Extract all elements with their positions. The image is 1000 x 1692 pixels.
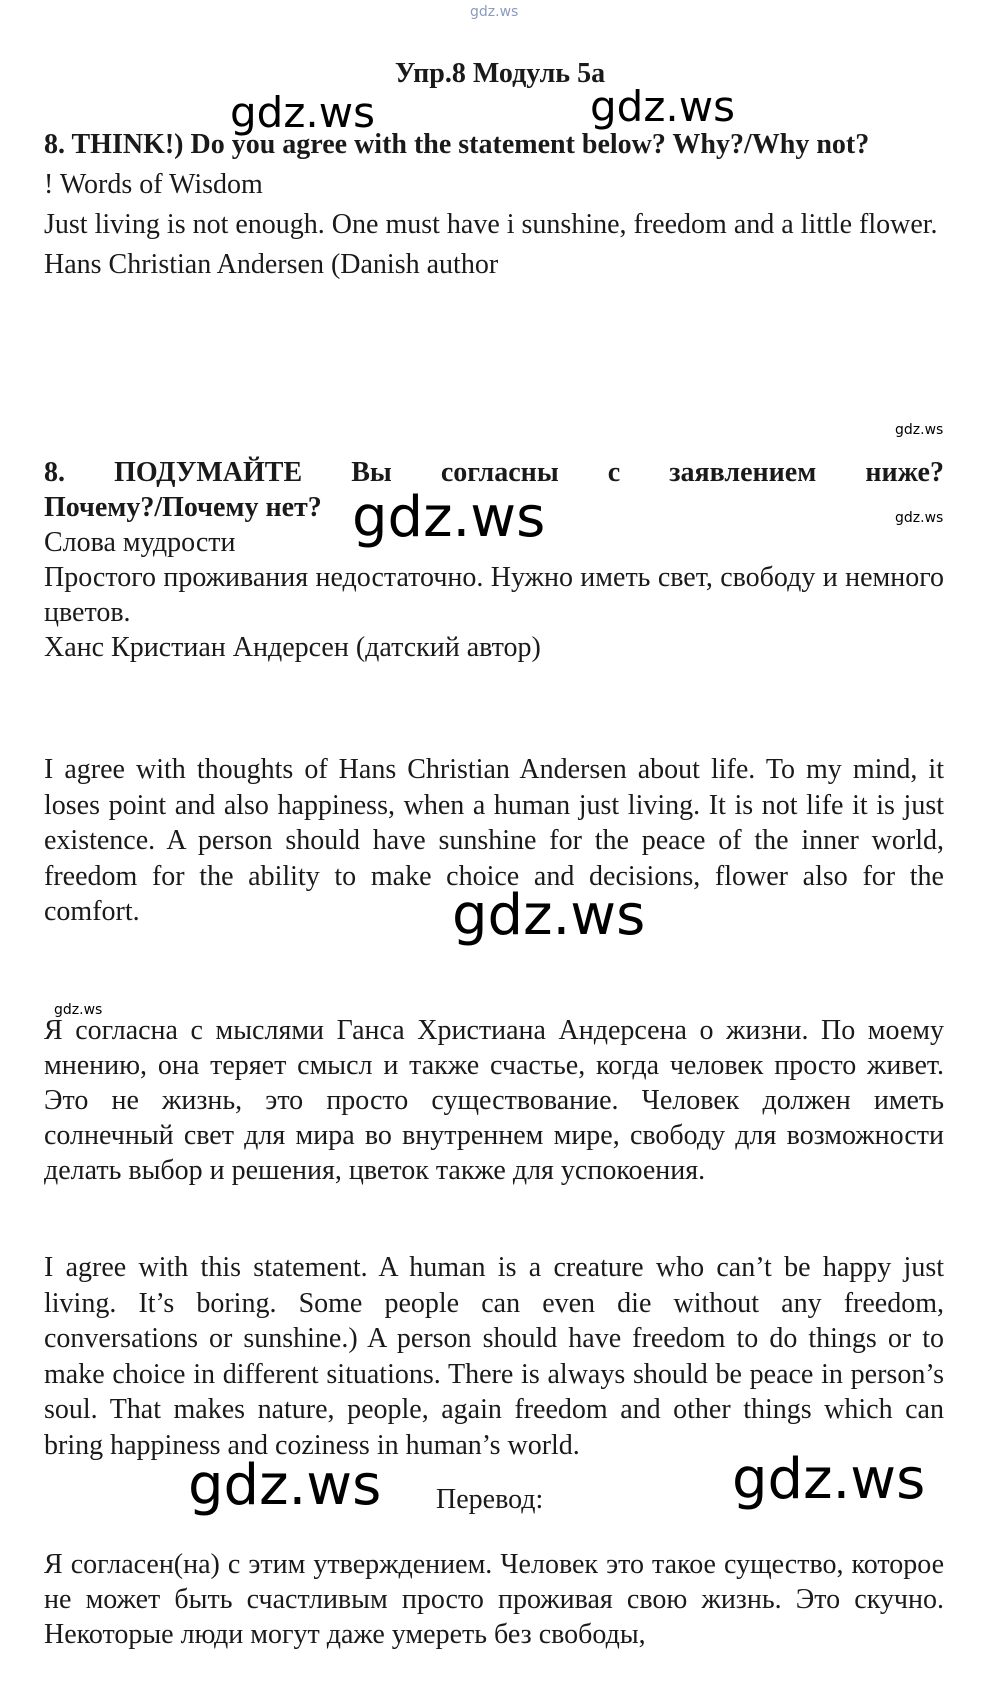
watermark-small-3: gdz.ws (54, 1002, 103, 1018)
watermark-5: gdz.ws (188, 1453, 382, 1518)
watermark-small-1: gdz.ws (895, 422, 944, 438)
task-ru-quote: Простого проживания недостаточно. Нужно иметь свет, свободу и немного цветов. (44, 562, 944, 628)
watermark-small-2: gdz.ws (895, 510, 944, 526)
answer1-en: I agree with thoughts of Hans Christian Andersen about life. To my mind, it loses point and also happiness, when a human just living. It is not life it is just existence. A person should have sunshine for the peace of the inner world, freedom for the ability to make choice and decisions, flower also for the comfort. (44, 754, 944, 927)
answer2-ru: Я согласен(на) с этим утверждением. Человек это такое существо, которое не может быть счастливым просто проживая свою жизнь. Это скучно. Некоторые люди могут даже умереть без свободы, (44, 1549, 944, 1650)
watermark-1: gdz.ws (230, 88, 375, 137)
task-ru-heading-2: Почему?/Почему нет? (44, 492, 322, 523)
task-en-label: ! Words of Wisdom (44, 169, 263, 200)
task-en (44, 125, 944, 285)
page-title: Упр.8 Модуль 5a (394, 58, 606, 89)
task-ru-heading-1: 8. ПОДУМАЙТЕ Вы согласны с заявлением ниже? (44, 457, 944, 488)
watermark-4: gdz.ws (452, 883, 646, 948)
translation-label: Перевод: (436, 1484, 544, 1515)
answer1-ru: Я согласна с мыслями Ганса Христиана Андерсена о жизни. По моему мнению, она теряет смысл и также счастье, когда человек просто живет. Это не жизнь, это просто существование. Человек должен иметь солнечный свет для мира во внутреннем мире, свободу для возможности делать выбор и решения, цветок также для успокоения. (44, 1015, 944, 1186)
task-en-author: Hans Christian Andersen (Danish author (44, 249, 499, 280)
task-ru-label: Слова мудрости (44, 527, 236, 558)
watermark-3: gdz.ws (352, 485, 546, 550)
task-en-quote: Just living is not enough. One must have i sunshine, freedom and a little flower. (44, 209, 938, 240)
watermark-top: gdz.ws (470, 4, 519, 20)
task-ru-author: Ханс Кристиан Андерсен (датский автор) (44, 632, 541, 663)
task-en-heading: 8. THINK!) Do you agree with the statement below? Why?/Why not? (44, 129, 870, 160)
watermark-6: gdz.ws (732, 1447, 926, 1512)
watermark-2: gdz.ws (590, 82, 735, 131)
answer2-en: I agree with this statement. A human is a creature who can’t be happy just living. It’s boring. Some people can even die without any freedom, conversations or sunshine.) A person should have freedom to do things or to make choice in different situations. There is always should be peace in person’s soul. That makes nature, people, again freedom and other things which can bring happiness and coziness in human’s world. (44, 1252, 944, 1461)
